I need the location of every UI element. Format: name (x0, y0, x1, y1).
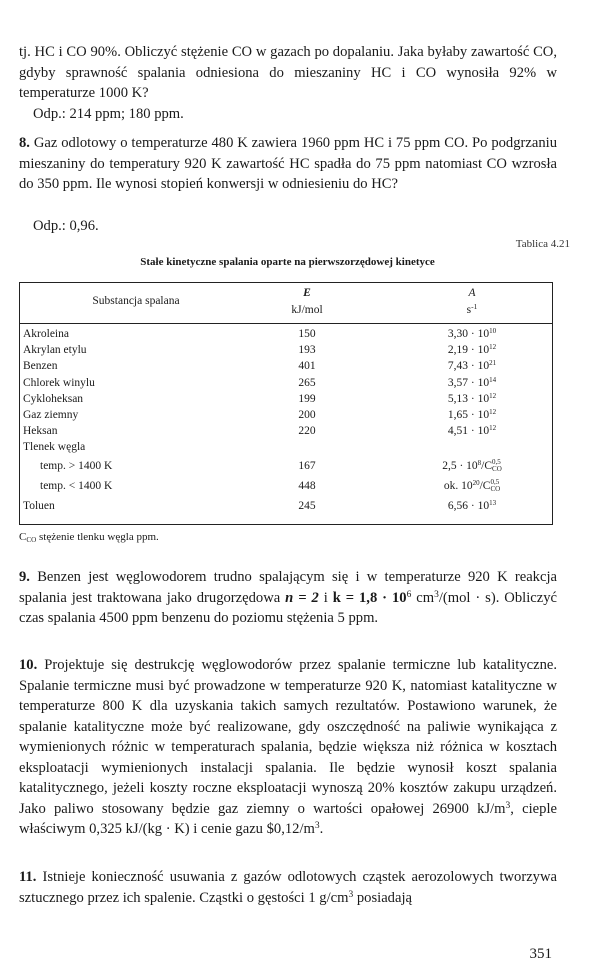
header-a-unit-base: s (466, 304, 472, 316)
problem-11-text: Istnieje konieczność usuwania z gazów odlotowych cząstek aerozolowych tworzywa sztucznego przez ich spalenie. Cząstki o gęstości 1 g/cm (19, 869, 557, 906)
cell-a (390, 375, 554, 391)
cell-a-base: 2,5 · 10 (442, 459, 478, 472)
problem-11-exp: 3 (348, 889, 354, 900)
cell-a-base: 7,43 · 10 (447, 360, 490, 373)
cell-e: 199 (298, 392, 316, 405)
cell-substance: Tlenek węgla (23, 441, 86, 454)
problem-9-text-a: Benzen jest węglowodorem trudno spalającym się i w temperaturze 920 K reakcja spalania jest traktowana jako drugorzędowa (19, 569, 557, 606)
cell-a-sub: CO (492, 464, 502, 473)
cell-a-base: 4,51 · 10 (447, 425, 490, 438)
cell-e: 245 (298, 499, 316, 512)
cell-a-divisor: /C (481, 459, 493, 472)
problem-10-text2: , cieple właściwym 0,325 kJ/(kg · K) i cenie gazu $0,12/m (19, 800, 557, 837)
cell-substance: Akrylan etylu (23, 344, 87, 357)
problem-10-text: Projektuje się destrukcję węglowodorów przez spalanie termiczne lub katalityczne. Spalanie termiczne musi być prowadzone w temperaturze 920 K, natomiast katalityczne w temperaturze 800 K dla uzyskania takich samych rezultatów. Postawiono warunek, że spalanie katalityczne może być realizowane, gdy oszczędność na paliwie wynikająca z wymienionych różnic w temperaturach spalania, będzie większa niż różnica w kosztach eksploatacji wymienionych instalacji spalania. Ile będzie wynosił koszt spalania katalitycznego, jeżeli koszty roczne eksploatacji wynoszą 20% kosztów zakupu urządzeń. Jako paliwo stosowany będzie gaz ziemny o wartości opałowej 26900 kJ/m (19, 657, 557, 817)
cell-e: 200 (298, 408, 316, 421)
footnote-text: stężenie tlenku węgla ppm. (39, 531, 159, 543)
table-row (20, 375, 552, 391)
problem-10-number: 10. (19, 657, 38, 673)
problem-10-exp2: 3 (314, 820, 320, 831)
table-row (20, 342, 552, 358)
page-number: 351 (529, 946, 552, 962)
cell-a-scripts (492, 459, 502, 473)
answer-8: Odp.: 0,96. (33, 218, 99, 234)
table-body (20, 326, 552, 516)
problem-9-text-b: /(mol · s). Obliczyć czas spalania 4500 ppm benzenu do poziomu stężenia 5 ppm. (19, 589, 557, 626)
paragraph-7-text: tj. HC i CO 90%. Obliczyć stężenie CO w gazach po dopalaniu. Jaka byłaby zawartość CO, gdyby sprawność spalania odniesiona do mieszaniny HC i CO wynosiła 92% w temperaturze 1000 K? (19, 44, 557, 101)
cell-a-scripts (490, 479, 500, 493)
problem-9-k: k = 1,8 · 10 (332, 589, 407, 606)
cell-e: 167 (298, 459, 316, 472)
cell-a-base: 5,13 · 10 (447, 392, 490, 405)
cell-e: 220 (298, 425, 316, 438)
cell-a (390, 456, 554, 476)
cell-a-exp: 12 (489, 407, 497, 416)
header-a: A (468, 287, 476, 299)
cell-a-divisor: /C (479, 479, 491, 492)
cell-substance: Chlorek winylu (23, 376, 95, 389)
cell-substance: Toluen (23, 499, 55, 512)
problem-10 (19, 655, 557, 840)
footnote-sub: CO (26, 536, 37, 545)
cell-e: 265 (298, 376, 316, 389)
kinetic-constants-table (19, 282, 553, 525)
cell-a-base: ok. 10 (443, 479, 473, 492)
cell-a-sup: 0,5 (490, 477, 500, 486)
header-substance: Substancja spalana (92, 295, 180, 307)
cell-a (390, 496, 554, 516)
footnote-symbol: C (19, 531, 27, 543)
cell-a-exp: 8 (477, 458, 482, 467)
cell-e: 193 (298, 344, 316, 357)
cell-a-exp: 21 (489, 359, 497, 368)
problem-11-number: 11. (19, 869, 37, 885)
problem-10-exp1: 3 (505, 800, 511, 811)
cell-a (390, 423, 554, 439)
cell-a-exp: 20 (472, 478, 480, 487)
table-header (20, 283, 552, 324)
cell-a-base: 2,19 · 10 (447, 344, 490, 357)
cell-a-base: 1,65 · 10 (447, 408, 490, 421)
table-row (20, 326, 552, 342)
cell-a-sub: CO (490, 484, 501, 493)
table-row (20, 456, 552, 476)
cell-substance: Cykloheksan (23, 392, 84, 405)
cell-a (390, 342, 554, 358)
cell-a-exp: 14 (489, 375, 497, 384)
cell-a (390, 391, 554, 407)
cell-a (390, 476, 554, 496)
problem-9-and: i (323, 589, 328, 606)
cell-a (390, 326, 554, 342)
table-row (20, 391, 552, 407)
table-row (20, 439, 552, 455)
answer-7: Odp.: 214 ppm; 180 ppm. (33, 106, 184, 122)
problem-11 (19, 867, 557, 908)
cell-substance: Benzen (23, 360, 58, 373)
table-row (20, 407, 552, 423)
table-row (20, 476, 552, 496)
cell-a-exp: 12 (489, 424, 497, 433)
problem-8-text: Gaz odlotowy o temperaturze 480 K zawiera 1960 ppm HC i 75 ppm CO. Po podgrzaniu mieszaniny do temperatury 920 K zawartość HC spadła do 75 ppm natomiast CO wzrosła do 350 ppm. Ile wynosi stopień konwersji w odniesieniu do HC? (19, 135, 557, 192)
cell-a-exp: 13 (489, 498, 497, 507)
cell-a-sup: 0,5 (492, 457, 501, 466)
paragraph-7-continuation (19, 42, 557, 104)
problem-9-k-exp: 6 (406, 589, 412, 600)
header-a-unit (390, 301, 554, 316)
cell-a-base: 6,56 · 10 (447, 499, 490, 512)
table-row (20, 496, 552, 516)
table-row (20, 423, 552, 439)
cell-substance: Gaz ziemny (23, 408, 79, 421)
cell-e: 401 (298, 360, 316, 373)
cell-a-base: 3,57 · 10 (447, 376, 490, 389)
problem-11-end: posiadają (353, 889, 412, 906)
header-e: E (303, 287, 311, 299)
cell-e: 150 (298, 328, 316, 340)
table-caption: Stałe kinetyczne spalania oparte na pierwszorzędowej kinetyce (140, 256, 435, 268)
problem-9-number: 9. (19, 569, 30, 585)
table-footnote (19, 531, 159, 543)
problem-9 (19, 567, 557, 629)
cell-substance: temp. > 1400 K (40, 459, 113, 472)
problem-8 (19, 133, 557, 195)
table-row (20, 358, 552, 374)
cell-substance: temp. < 1400 K (40, 479, 113, 492)
problem-9-unit-exp: 3 (434, 589, 439, 600)
header-a-unit-exp: -1 (471, 301, 478, 311)
header-e-unit: kJ/mol (291, 304, 323, 316)
table-label: Tablica 4.21 (515, 238, 570, 250)
cell-a-exp: 12 (489, 343, 497, 352)
cell-a (390, 358, 554, 374)
cell-a (390, 407, 554, 423)
cell-a-base: 3,30 · 10 (447, 328, 490, 340)
problem-8-number: 8. (19, 135, 30, 151)
cell-a-exp: 10 (489, 327, 497, 335)
problem-9-unit: cm (416, 589, 435, 606)
cell-e: 448 (298, 479, 316, 492)
cell-substance: Akroleina (23, 328, 69, 340)
cell-substance: Heksan (23, 425, 58, 438)
cell-a-exp: 12 (489, 391, 497, 400)
problem-9-order: n = 2 (285, 589, 319, 606)
problem-10-end: . (319, 821, 324, 837)
